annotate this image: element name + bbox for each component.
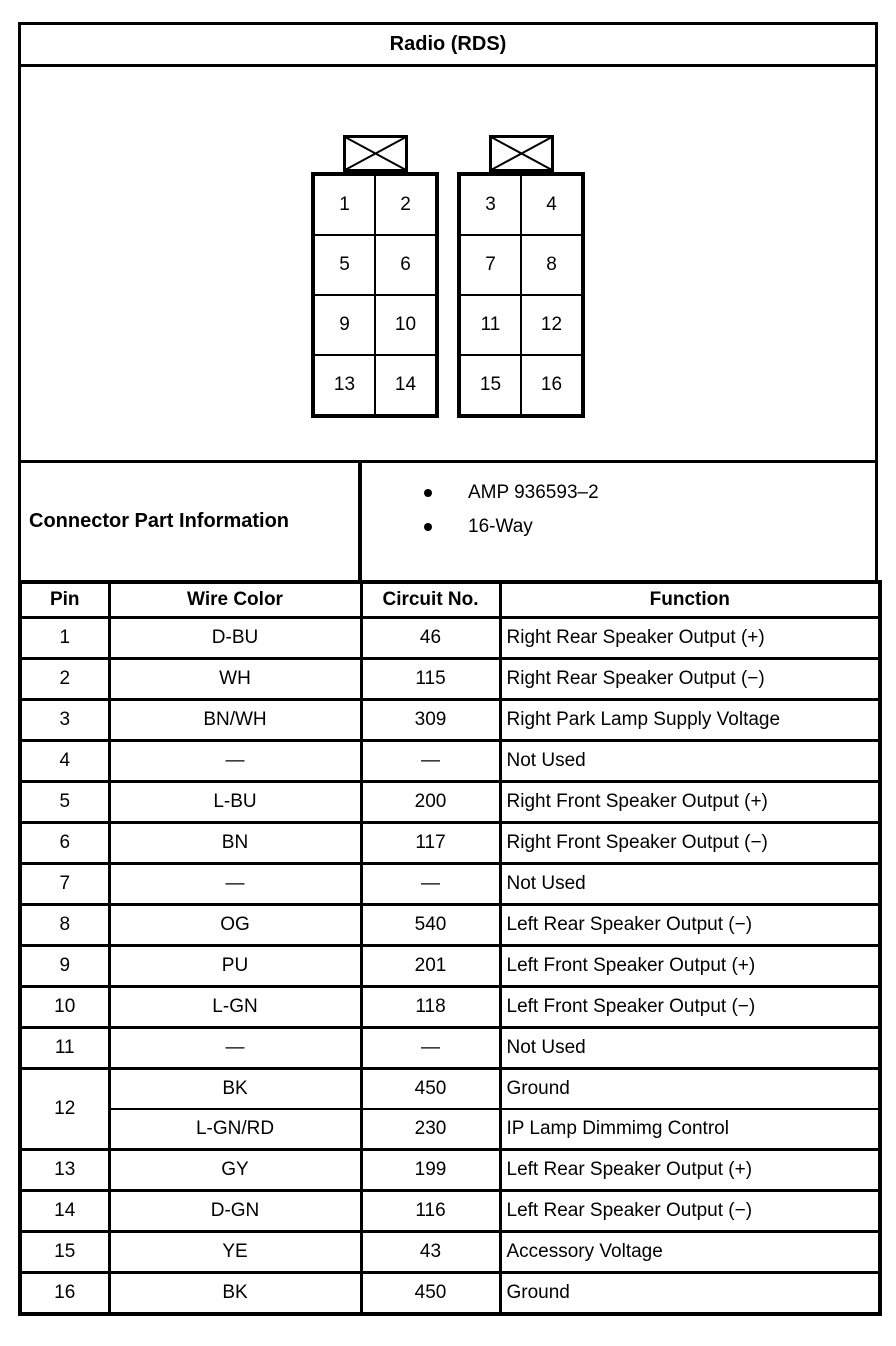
connector-left-half: [311, 135, 439, 418]
pin-cell: 1: [20, 618, 109, 659]
circuit-cell: 116: [361, 1191, 500, 1232]
pin-cell: 6: [20, 823, 109, 864]
pin-cell: 12: [20, 1069, 109, 1150]
pin-cavity: 9: [315, 296, 374, 354]
pin-cavity: 8: [522, 236, 581, 294]
connector-face-diagram: [18, 64, 878, 463]
function-cell: Right Park Lamp Supply Voltage: [500, 700, 880, 741]
table-row: [20, 946, 880, 987]
pin-cavity: 1: [315, 176, 374, 234]
function-cell: Right Rear Speaker Output (−): [500, 659, 880, 700]
table-row: [20, 905, 880, 946]
function-cell: Right Rear Speaker Output (+): [500, 618, 880, 659]
part-info-item: [362, 476, 875, 510]
pin-cell: 13: [20, 1150, 109, 1191]
connector-part-info-list: [362, 463, 875, 580]
circuit-cell: 201: [361, 946, 500, 987]
wire-cell: —: [109, 1028, 361, 1069]
table-row: [20, 1232, 880, 1273]
pin-cell: 7: [20, 864, 109, 905]
table-row: [20, 782, 880, 823]
function-cell: Not Used: [500, 741, 880, 782]
part-info-item-text: AMP 936593–2: [468, 482, 599, 503]
wire-cell: BN/WH: [109, 700, 361, 741]
pin-cell: 11: [20, 1028, 109, 1069]
pin-cavity: 3: [461, 176, 520, 234]
pin-cavity: 5: [315, 236, 374, 294]
part-info-item-text: 16-Way: [468, 516, 533, 537]
pin-cell: 4: [20, 741, 109, 782]
page-title: Radio (RDS): [18, 22, 878, 67]
table-row: [20, 1191, 880, 1232]
circuit-cell: 117: [361, 823, 500, 864]
pin-cavity: 14: [376, 356, 435, 414]
pinout-table-header-row: [20, 582, 880, 618]
pin-cell: 15: [20, 1232, 109, 1273]
circuit-cell: 118: [361, 987, 500, 1028]
pin-cavity: 4: [522, 176, 581, 234]
pin-cavity: 6: [376, 236, 435, 294]
table-row: [20, 1273, 880, 1315]
pin-cavity: 2: [376, 176, 435, 234]
pin-cavity: 16: [522, 356, 581, 414]
wire-color-column-header: Wire Color: [109, 582, 361, 618]
circuit-cell: 450: [361, 1069, 500, 1110]
wire-cell: L-GN/RD: [109, 1109, 361, 1150]
table-row: [20, 987, 880, 1028]
wire-cell: —: [109, 864, 361, 905]
connector-pinout-sheet: [18, 22, 878, 1316]
wire-cell: BK: [109, 1273, 361, 1315]
table-row: [20, 1109, 880, 1150]
pin-cavity: 12: [522, 296, 581, 354]
circuit-cell: 115: [361, 659, 500, 700]
function-cell: Left Front Speaker Output (−): [500, 987, 880, 1028]
wire-cell: PU: [109, 946, 361, 987]
pin-cell: 5: [20, 782, 109, 823]
pin-cavity: 13: [315, 356, 374, 414]
pin-cavity: 10: [376, 296, 435, 354]
pin-cavity: 15: [461, 356, 520, 414]
circuit-cell: 43: [361, 1232, 500, 1273]
connector-right-grid: [457, 172, 585, 418]
table-row: [20, 659, 880, 700]
circuit-cell: 450: [361, 1273, 500, 1315]
table-row: [20, 618, 880, 659]
function-cell: Left Front Speaker Output (+): [500, 946, 880, 987]
wire-cell: BK: [109, 1069, 361, 1110]
function-column-header: Function: [500, 582, 880, 618]
part-info-item: [362, 510, 875, 544]
pin-cell: 9: [20, 946, 109, 987]
circuit-cell: —: [361, 741, 500, 782]
function-cell: Right Front Speaker Output (+): [500, 782, 880, 823]
pin-cavity: 11: [461, 296, 520, 354]
connector-part-info-label: Connector Part Information: [21, 463, 362, 580]
function-cell: IP Lamp Dimmimg Control: [500, 1109, 880, 1150]
function-cell: Not Used: [500, 1028, 880, 1069]
table-row: [20, 741, 880, 782]
function-cell: Ground: [500, 1069, 880, 1110]
connector-latch-icon: [343, 135, 408, 172]
function-cell: Left Rear Speaker Output (−): [500, 1191, 880, 1232]
function-cell: Accessory Voltage: [500, 1232, 880, 1273]
table-row: [20, 823, 880, 864]
circuit-cell: 200: [361, 782, 500, 823]
pin-cell: 3: [20, 700, 109, 741]
circuit-cell: —: [361, 1028, 500, 1069]
table-row: [20, 700, 880, 741]
wire-cell: L-GN: [109, 987, 361, 1028]
wire-cell: L-BU: [109, 782, 361, 823]
function-cell: Right Front Speaker Output (−): [500, 823, 880, 864]
function-cell: Not Used: [500, 864, 880, 905]
function-cell: Left Rear Speaker Output (−): [500, 905, 880, 946]
wire-cell: D-BU: [109, 618, 361, 659]
wire-cell: YE: [109, 1232, 361, 1273]
circuit-cell: 199: [361, 1150, 500, 1191]
pin-cell: 16: [20, 1273, 109, 1315]
pin-cell: 14: [20, 1191, 109, 1232]
pin-cell: 2: [20, 659, 109, 700]
circuit-cell: —: [361, 864, 500, 905]
pin-cell: 10: [20, 987, 109, 1028]
circuit-cell: 540: [361, 905, 500, 946]
table-row: [20, 1069, 880, 1110]
circuit-cell: 46: [361, 618, 500, 659]
connector-latch-icon: [489, 135, 554, 172]
wire-cell: D-GN: [109, 1191, 361, 1232]
wire-cell: —: [109, 741, 361, 782]
wire-cell: OG: [109, 905, 361, 946]
function-cell: Ground: [500, 1273, 880, 1315]
connector-left-grid: [311, 172, 439, 418]
function-cell: Left Rear Speaker Output (+): [500, 1150, 880, 1191]
wire-cell: WH: [109, 659, 361, 700]
connector-part-info-section: [18, 460, 878, 583]
pinout-table-body: [20, 618, 880, 1315]
bullet-icon: [424, 523, 432, 531]
table-row: [20, 1028, 880, 1069]
circuit-cell: 309: [361, 700, 500, 741]
circuit-cell: 230: [361, 1109, 500, 1150]
pin-cavity: 7: [461, 236, 520, 294]
connector-right-half: [457, 135, 585, 418]
table-row: [20, 864, 880, 905]
pinout-table: [18, 580, 882, 1316]
pin-column-header: Pin: [20, 582, 109, 618]
bullet-icon: [424, 489, 432, 497]
pin-cell: 8: [20, 905, 109, 946]
circuit-no-column-header: Circuit No.: [361, 582, 500, 618]
wire-cell: BN: [109, 823, 361, 864]
wire-cell: GY: [109, 1150, 361, 1191]
table-row: [20, 1150, 880, 1191]
